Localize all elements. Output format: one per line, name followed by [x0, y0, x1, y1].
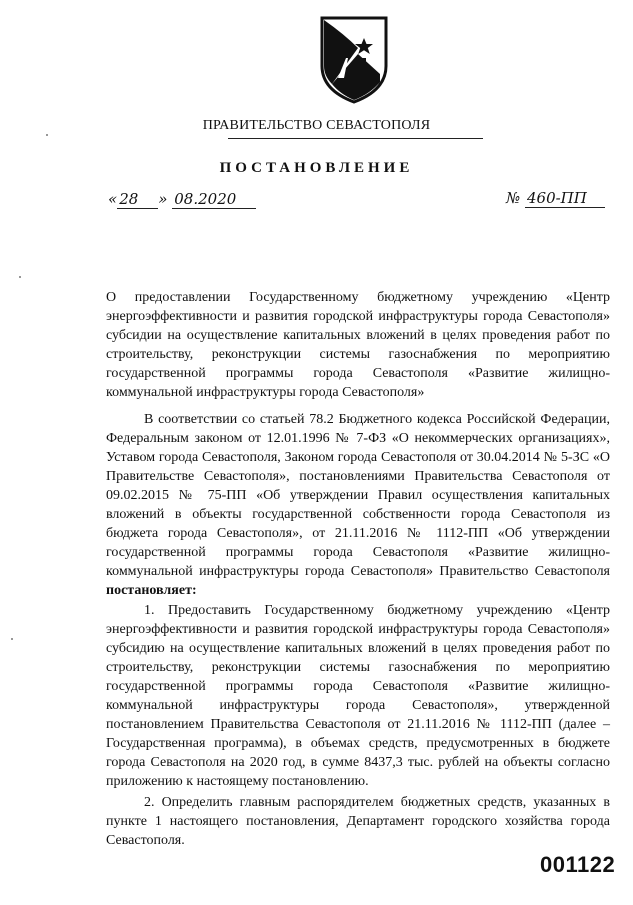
preamble-paragraph: [106, 410, 610, 600]
number-sign: №: [506, 189, 521, 207]
serial-number: 001122: [540, 852, 616, 877]
decree-word: постановляет:: [106, 583, 197, 598]
decree-date: [108, 190, 256, 208]
date-day: 28: [117, 190, 158, 209]
preamble-text: В соответствии со статьей 78.2 Бюджетного кодекса Российской Федерации, Федеральным законом от 12.01.1996 № 7-ФЗ «О некоммерческих организациях», Уставом города Севастополя, Законом города Севастополя от 30.04.2014 № 5-ЗС «О Правительстве Севастополя», постановлениями Правительства Севастополя от 09.02.2015 № 75-ПП «Об утверждении Правил осуществления капитальных вложений в объекты государственной собственности города Севастополя из бюджета города Севастополя», от 21.11.2016 № 1112-ПП «Об утверждении государственной программы города Севастополя «Развитие жилищно-коммунальной инфраструктуры города Севастополя» Правительство Севастополя: [106, 412, 610, 579]
decree-number: [506, 189, 605, 207]
header-rule: [228, 138, 483, 139]
date-open-quote: «: [108, 190, 118, 208]
scan-speck: [11, 638, 13, 640]
scan-speck: [19, 276, 21, 278]
coat-of-arms-icon: [318, 14, 390, 104]
subject-text: О предоставлении Государственному бюджетному учреждению «Центр энергоэффективности и развития городской инфраструктуры города Севастополя» субсидии на осуществление капитальных вложений в целях проведения работ по строительству, реконструкции системы газоснабжения по мероприятию государственной программы города Севастополя «Развитие жилищно-коммунальной инфраструктуры города Севастополя»: [106, 290, 610, 400]
number-value: 460-ПП: [525, 189, 605, 208]
decree-items: [106, 601, 610, 850]
document-type-title: ПОСТАНОВЛЕНИЕ: [219, 160, 414, 176]
date-close-quote: »: [158, 190, 168, 208]
decree-item-1: 1. Предоставить Государственному бюджетному учреждению «Центр энергоэффективности и развития городской инфраструктуры города Севастополя» субсидию на осуществление капитальных вложений в целях проведения работ по строительству, реконструкции системы газоснабжения по мероприятию государственной программы города Севастополя «Развитие жилищно-коммунальной инфраструктуры города Севастополя», утвержденной постановлением Правительства Севастополя от 21.11.2016 № 1112-ПП (далее – Государственная программа), в объемах средств, предусмотренных в бюджете города Севастополя на 2020 год, в сумме 8437,3 тыс. рублей на объекты согласно приложению к настоящему постановлению.: [106, 603, 610, 789]
decree-item-2: 2. Определить главным распорядителем бюджетных средств, указанных в пункте 1 настоящего постановления, Департамент городского хозяйства города Севастополя.: [106, 795, 610, 848]
date-month-year: 08.2020: [172, 190, 256, 209]
organization-name: ПРАВИТЕЛЬСТВО СЕВАСТОПОЛЯ: [202, 118, 431, 133]
decree-subject: [106, 288, 610, 402]
preamble-body: [106, 410, 610, 600]
scan-speck: [46, 134, 48, 136]
